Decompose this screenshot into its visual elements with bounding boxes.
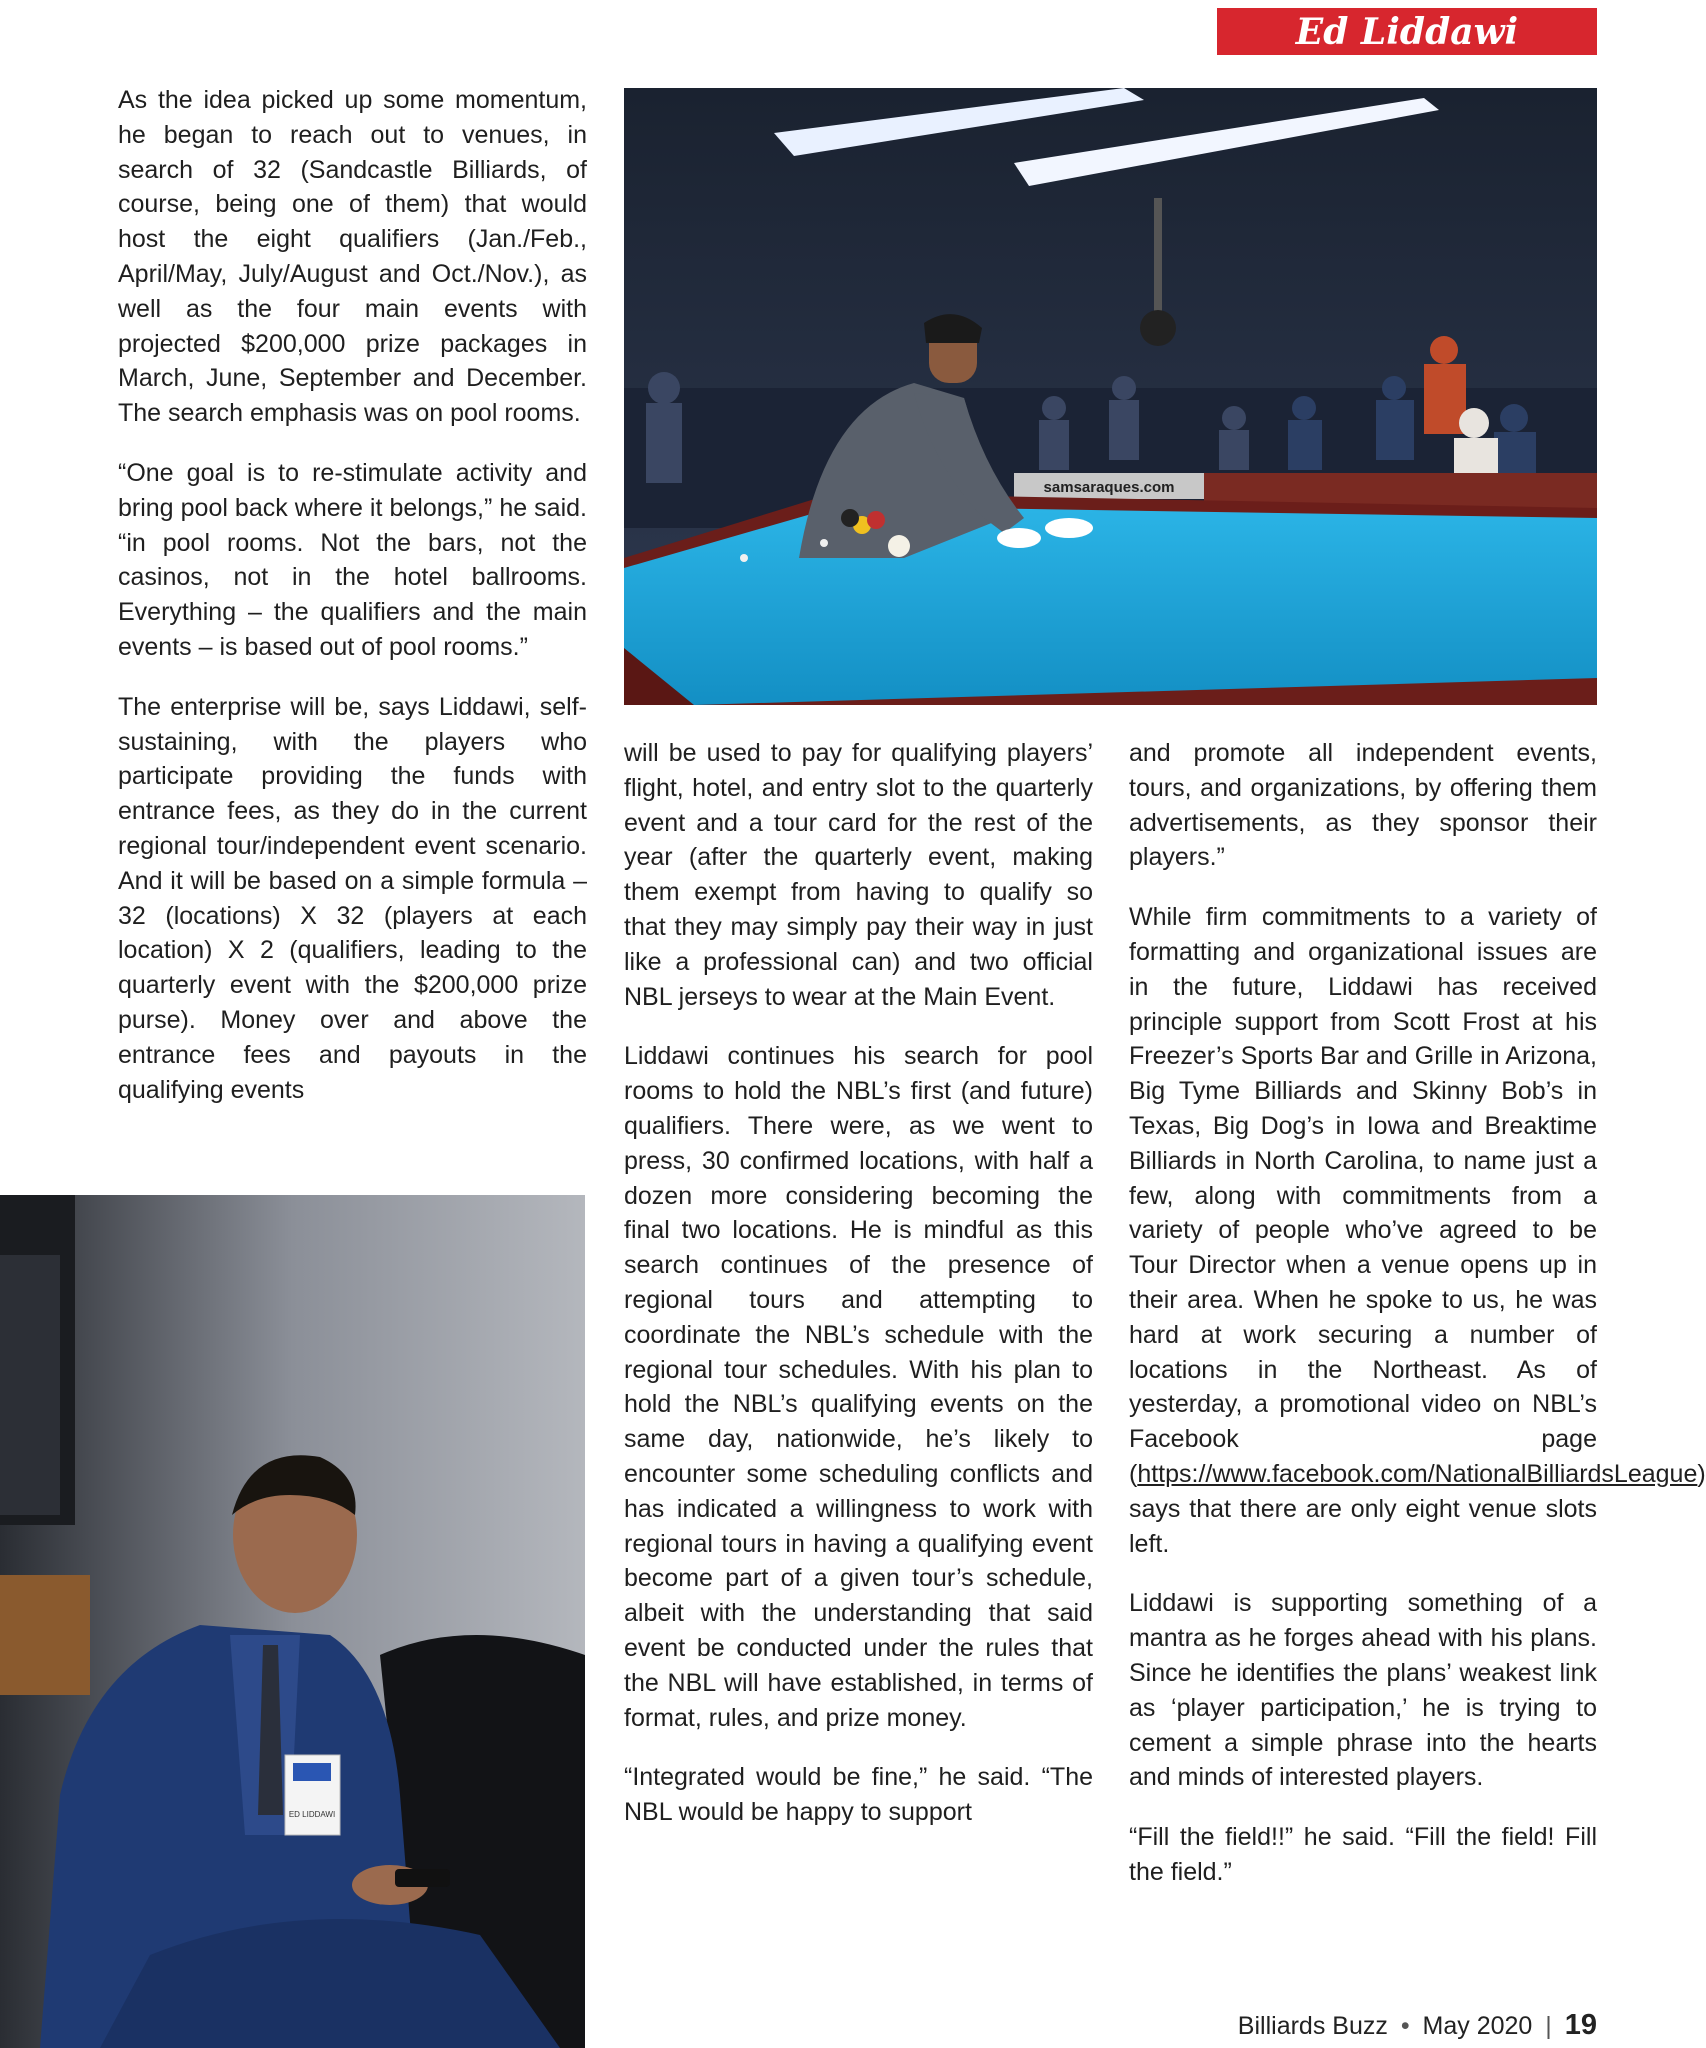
paragraph: will be used to pay for qualifying players’ flight, hotel, and entry slot to the quarterly event and a tour card for the rest of the year (after the quarterly event, making them exempt from having to qualify so that they may simply pay their way in just like a professional can) and two official NBL jerseys to wear at the Main Event. (624, 739, 1093, 1011)
page-number: 19 (1564, 2009, 1597, 2041)
issue-date: May 2020 (1422, 2012, 1533, 2040)
paragraph-text: ) says that there are only eight venue slots left. (1129, 1459, 1706, 1558)
sponsor-banner-text: samsaraques.com (1043, 479, 1175, 496)
footer-separator: | (1545, 2012, 1552, 2040)
paragraph: As the idea picked up some momentum, he began to reach out to venues, in search of 32 (Sandcastle Billiards, of course, being one of them) that would host the eight qualifiers (Jan./Feb., April/May, July/August and Oct./Nov.), as well as the four main events with projected $200,000 prize packages in March, June, September and December. The search emphasis was on pool rooms. (118, 86, 587, 428)
page-footer (1238, 2009, 1597, 2042)
paragraph-with-link (1129, 900, 1706, 1561)
paragraph-text: While firm commitments to a variety of formatting and organizational issues are in the future, Liddawi has received principle support from Scott Frost at his Freezer’s Sports Bar and Grille in Arizona, Big Tyme Billiards and Skinny Bob’s in Texas, Big Dog’s in Iowa and Breaktime Billiards in North Carolina, to name just a few, along with commitments from a variety of people who’ve agreed to be Tour Director when a venue opens up in their area. When he spoke to us, he was hard at work securing a number of locations in the Northeast. As of yesterday, a promotional video on NBL’s Facebook page ( (1129, 903, 1597, 1488)
paragraph: “Fill the field!!” he said. “Fill the field! Fill the field.” (1129, 1823, 1597, 1886)
paragraph: “Integrated would be fine,” he said. “The NBL would be happy to support (624, 1763, 1093, 1827)
publication-name: Billiards Buzz (1237, 2012, 1388, 2040)
article-column-2 (624, 736, 1093, 1830)
article-column-1 (118, 83, 587, 1107)
paragraph: and promote all independent events, tours, and organizations, by offering them advertisements, as they sponsor their players.” (1129, 739, 1597, 872)
referee-pool-table-photo (624, 88, 1597, 705)
article-column-3 (1129, 736, 1706, 1890)
author-header-tag: Ed Liddawi (1217, 8, 1597, 55)
footer-bullet: • (1400, 2012, 1410, 2040)
name-badge-text: ED LIDDAWI (288, 1810, 336, 1819)
paragraph: The enterprise will be, says Liddawi, self-sustaining, with the players who participate providing the funds with entrance fees, as they do in the current regional tour/independent event scenario. And it will be based on a simple formula – 32 (locations) X 32 (players at each location) X 2 (qualifiers, leading to the quarterly event with the $200,000 prize purse). Money over and above the entrance fees and payouts in the qualifying events (118, 692, 587, 1104)
paragraph: Liddawi continues his search for pool rooms to hold the NBL’s first (and future) qualifiers. There were, as we went to press, 30 confirmed locations, with half a dozen more considering becoming the final two locations. He is mindful as this search continues of the presence of regional tours and attempting to coordinate the NBL’s schedule with the regional tour schedules. With his plan to hold the NBL’s qualifying events on the same day, nationwide, he’s likely to encounter some scheduling conflicts and has indicated a willingness to work with regional tours in having a qualifying event become part of a given tour’s schedule, albeit with the understanding that said event be conducted under the rules that the NBL will have established, in terms of format, rules, and prize money. (624, 1042, 1093, 1732)
paragraph: “One goal is to re-stimulate activity and bring pool back where it belongs,” he said. “in pool rooms. Not the bars, not the casinos, not in the hotel ballrooms. Everything – the qualifiers and the main events – is based out of pool rooms.” (118, 458, 587, 661)
liddawi-phone-photo (0, 1195, 585, 2048)
paragraph: Liddawi is supporting something of a mantra as he forges ahead with his plans. Since he identifies the plans’ weakest link as ‘player participation,’ he is trying to cement a simple phrase into the hearts and minds of interested players. (1129, 1589, 1597, 1792)
facebook-link[interactable]: https://www.facebook.com/NationalBilliardsLeague (1137, 1459, 1698, 1488)
